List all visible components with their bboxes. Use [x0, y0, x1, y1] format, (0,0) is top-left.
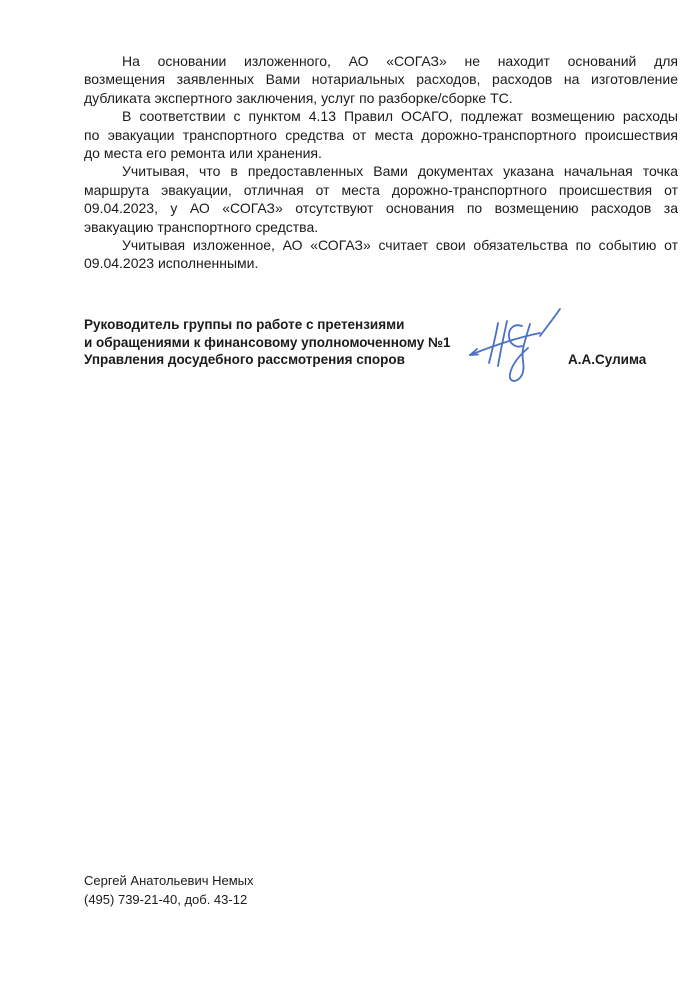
- paragraph: [84, 236, 678, 273]
- signature-stroke: [489, 323, 498, 363]
- text-line: по эвакуации транспортного средства от места дорожно-транспортного происшествия: [84, 126, 678, 143]
- text-line: На основании изложенного, АО «СОГАЗ» не находит оснований для: [122, 53, 678, 69]
- executor-phone: (495) 739-21-40, доб. 43-12: [84, 892, 248, 907]
- signature-strokes: [470, 309, 560, 381]
- text-line: дубликата экспертного заключения, услуг по разборке/сборке ТС.: [84, 89, 513, 106]
- signature-stroke: [470, 333, 540, 355]
- text-line: до места его ремонта или хранения.: [84, 145, 322, 162]
- text-line: Учитывая, что в предоставленных Вами документах указана начальная точка: [122, 163, 678, 180]
- text-line: Учитывая изложенное, АО «СОГАЗ» считает свои обязательства по событию от: [122, 237, 678, 254]
- text-line: В соответствии с пунктом 4.13 Правил ОСАГО, подлежат возмещению расходы: [122, 108, 678, 125]
- signature-stroke: [510, 324, 530, 381]
- signer-name: А.А.Сулима: [568, 352, 647, 367]
- executor-name: Сергей Анатольевич Немых: [84, 873, 254, 888]
- text-line: 09.04.2023, у АО «СОГАЗ» отсутствуют основания по возмещению расходов за: [84, 200, 678, 217]
- signer-title-line: Управления досудебного рассмотрения споров: [84, 352, 405, 368]
- handwritten-signature-icon: [460, 293, 568, 389]
- text-line: эвакуацию транспортного средства.: [84, 218, 319, 235]
- signature-stroke: [540, 309, 560, 336]
- paragraph: [84, 107, 678, 162]
- letter-body: [84, 52, 678, 273]
- text-line: возмещения заявленных Вами нотариальных расходов, расходов на изготовление: [84, 71, 678, 88]
- paragraph: [84, 52, 678, 107]
- signer-title-line: и обращениями к финансовому уполномоченному №1: [84, 334, 451, 350]
- executor-contact: [84, 871, 254, 909]
- paragraph: [84, 162, 678, 236]
- text-line: 09.04.2023 исполненными.: [84, 255, 259, 272]
- signer-title-line: Руководитель группы по работе с претензиями: [84, 317, 405, 332]
- text-line: маршрута эвакуации, отличная от места дорожно-транспортного происшествия от: [84, 181, 678, 198]
- signature-stroke: [509, 325, 522, 346]
